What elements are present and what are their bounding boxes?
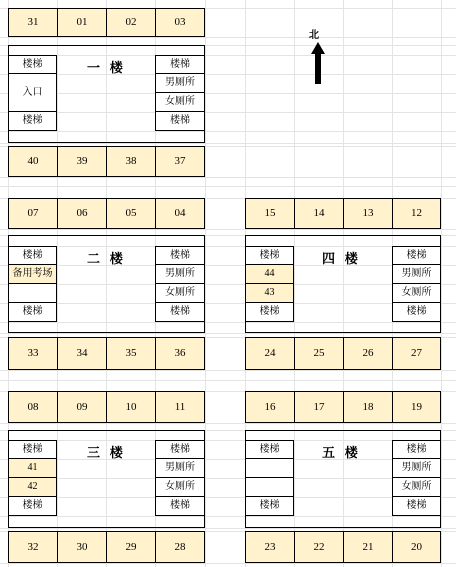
- floor-4-bottom-room[interactable]: 25: [294, 337, 344, 370]
- floor-2-left-label[interactable]: 楼梯: [8, 302, 57, 322]
- floor-5-bottom-room[interactable]: 22: [294, 531, 344, 563]
- floor-4-top-room[interactable]: 15: [245, 198, 295, 229]
- floor-3-top-room[interactable]: 10: [106, 391, 156, 423]
- floor-4-top-room[interactable]: 12: [392, 198, 441, 229]
- gridline: [0, 131, 456, 132]
- floor-3-bottom-room[interactable]: 32: [8, 531, 58, 563]
- floor-5-right-label[interactable]: 男厕所: [392, 458, 441, 478]
- gridline: [0, 284, 456, 285]
- floor-5-left-label[interactable]: 楼梯: [245, 440, 294, 459]
- floor-4-top-room[interactable]: 13: [343, 198, 393, 229]
- floor-5-right-label[interactable]: 女厕所: [392, 477, 441, 497]
- gridline: [0, 440, 456, 441]
- floor-3-top-room[interactable]: 09: [57, 391, 107, 423]
- floor-2-right-label[interactable]: 男厕所: [155, 264, 205, 284]
- floor-1-title: 一 楼: [87, 60, 123, 75]
- floor-3-left-label[interactable]: 楼梯: [8, 440, 57, 459]
- floor-1-bottom-room[interactable]: 38: [106, 146, 156, 177]
- floor-3-top-room[interactable]: 08: [8, 391, 58, 423]
- floor-1-top-room[interactable]: 01: [57, 8, 107, 37]
- floor-3-bottom-room[interactable]: 29: [106, 531, 156, 563]
- floor-2-top-room[interactable]: 04: [155, 198, 205, 229]
- floor-4-right-label[interactable]: 楼梯: [392, 246, 441, 265]
- gridline: [0, 186, 456, 187]
- floor-4-title: 四 楼: [322, 251, 358, 266]
- floor-2-bottom-room[interactable]: 35: [106, 337, 156, 370]
- floor-4-right-label[interactable]: 女厕所: [392, 283, 441, 303]
- floor-5-title: 五 楼: [322, 445, 358, 460]
- gridline: [0, 516, 456, 517]
- floor-1-top-room[interactable]: 02: [106, 8, 156, 37]
- floor-3-right-label[interactable]: 楼梯: [155, 496, 205, 516]
- gridline: [0, 112, 456, 113]
- floor-5-bottom-room[interactable]: 23: [245, 531, 295, 563]
- floor-5-right-label[interactable]: 楼梯: [392, 440, 441, 459]
- floor-3-right-label[interactable]: 男厕所: [155, 458, 205, 478]
- gridline: [0, 303, 456, 304]
- gridline: [0, 322, 456, 323]
- floor-1-left-label[interactable]: 入口: [8, 73, 57, 112]
- floor-5-top-room[interactable]: 17: [294, 391, 344, 423]
- gridline: [0, 74, 456, 75]
- floor-4-left-label[interactable]: 楼梯: [245, 302, 294, 322]
- floor-4-right-label[interactable]: 楼梯: [392, 302, 441, 322]
- floor-5-top-room[interactable]: 16: [245, 391, 295, 423]
- floor-5-left-label[interactable]: 楼梯: [245, 496, 294, 516]
- floor-4-left-label[interactable]: 楼梯: [245, 246, 294, 265]
- floor-1-bottom-room[interactable]: 40: [8, 146, 58, 177]
- floor-1-right-label[interactable]: 女厕所: [155, 92, 205, 112]
- floor-2-right-label[interactable]: 楼梯: [155, 246, 205, 265]
- floor-1-top-room[interactable]: 31: [8, 8, 58, 37]
- floor-3-title: 三 楼: [87, 445, 123, 460]
- gridline: [0, 229, 456, 230]
- gridline: [0, 55, 456, 56]
- floor-1-bottom-room[interactable]: 37: [155, 146, 205, 177]
- gridline: [0, 528, 456, 529]
- floor-2-left-label[interactable]: [8, 283, 57, 303]
- gridline: [0, 93, 456, 94]
- floor-3-bottom-room[interactable]: 30: [57, 531, 107, 563]
- floor-5-right-label[interactable]: 楼梯: [392, 496, 441, 516]
- north-arrow-icon: [311, 42, 325, 84]
- floor-2-title: 二 楼: [87, 251, 123, 266]
- floor-2-top-room[interactable]: 05: [106, 198, 156, 229]
- floor-4-bottom-room[interactable]: 26: [343, 337, 393, 370]
- floor-3-left-label[interactable]: 41: [8, 458, 57, 478]
- gridline: [0, 370, 456, 371]
- floor-5-left-label[interactable]: [245, 458, 294, 478]
- floor-3-right-label[interactable]: 女厕所: [155, 477, 205, 497]
- gridline: [0, 423, 456, 424]
- floor-3-left-label[interactable]: 楼梯: [8, 496, 57, 516]
- floor-4-top-room[interactable]: 14: [294, 198, 344, 229]
- floor-5-top-room[interactable]: 18: [343, 391, 393, 423]
- floor-1-left-label[interactable]: 楼梯: [8, 55, 57, 74]
- floor-2-left-label[interactable]: 备用考场: [8, 264, 57, 284]
- floor-1-left-label[interactable]: 楼梯: [8, 111, 57, 131]
- floor-1-top-room[interactable]: 03: [155, 8, 205, 37]
- gridline: [0, 45, 456, 46]
- gridline: [0, 37, 456, 38]
- gridline: [0, 143, 456, 144]
- floor-2-bottom-room[interactable]: 36: [155, 337, 205, 370]
- north-label: 北: [309, 30, 319, 41]
- floor-4-right-label[interactable]: 男厕所: [392, 264, 441, 284]
- gridline: [0, 478, 456, 479]
- gridline: [0, 563, 456, 564]
- floor-1-right-label[interactable]: 楼梯: [155, 111, 205, 131]
- floor-3-right-label[interactable]: 楼梯: [155, 440, 205, 459]
- floor-5-top-room[interactable]: 19: [392, 391, 441, 423]
- floor-5-left-label[interactable]: [245, 477, 294, 497]
- gridline: [0, 177, 456, 178]
- floor-4-bottom-room[interactable]: 27: [392, 337, 441, 370]
- floor-3-top-room[interactable]: 11: [155, 391, 205, 423]
- gridline: [0, 430, 456, 431]
- gridline: [0, 333, 456, 334]
- gridline: [0, 235, 456, 236]
- floor-2-bottom-room[interactable]: 33: [8, 337, 58, 370]
- floor-2-right-label[interactable]: 女厕所: [155, 283, 205, 303]
- floor-5-bottom-room[interactable]: 21: [343, 531, 393, 563]
- gridline: [0, 380, 456, 381]
- floor-4-bottom-room[interactable]: 24: [245, 337, 295, 370]
- gridline: [0, 497, 456, 498]
- gridline: [0, 265, 456, 266]
- floor-3-left-label[interactable]: 42: [8, 477, 57, 497]
- floor-1-right-label[interactable]: 楼梯: [155, 55, 205, 74]
- floor-3-bottom-room[interactable]: 28: [155, 531, 205, 563]
- floor-2-top-room[interactable]: 07: [8, 198, 58, 229]
- floor-1-right-label[interactable]: 男厕所: [155, 73, 205, 93]
- floor-4-left-label[interactable]: 44: [245, 264, 294, 284]
- floor-2-right-label[interactable]: 楼梯: [155, 302, 205, 322]
- floor-5-bottom-room[interactable]: 20: [392, 531, 441, 563]
- gridline: [0, 459, 456, 460]
- floor-4-left-label[interactable]: 43: [245, 283, 294, 303]
- floor-1-bottom-room[interactable]: 39: [57, 146, 107, 177]
- floor-2-top-room[interactable]: 06: [57, 198, 107, 229]
- floor-2-left-label[interactable]: 楼梯: [8, 246, 57, 265]
- floor-2-bottom-room[interactable]: 34: [57, 337, 107, 370]
- gridline: [0, 246, 456, 247]
